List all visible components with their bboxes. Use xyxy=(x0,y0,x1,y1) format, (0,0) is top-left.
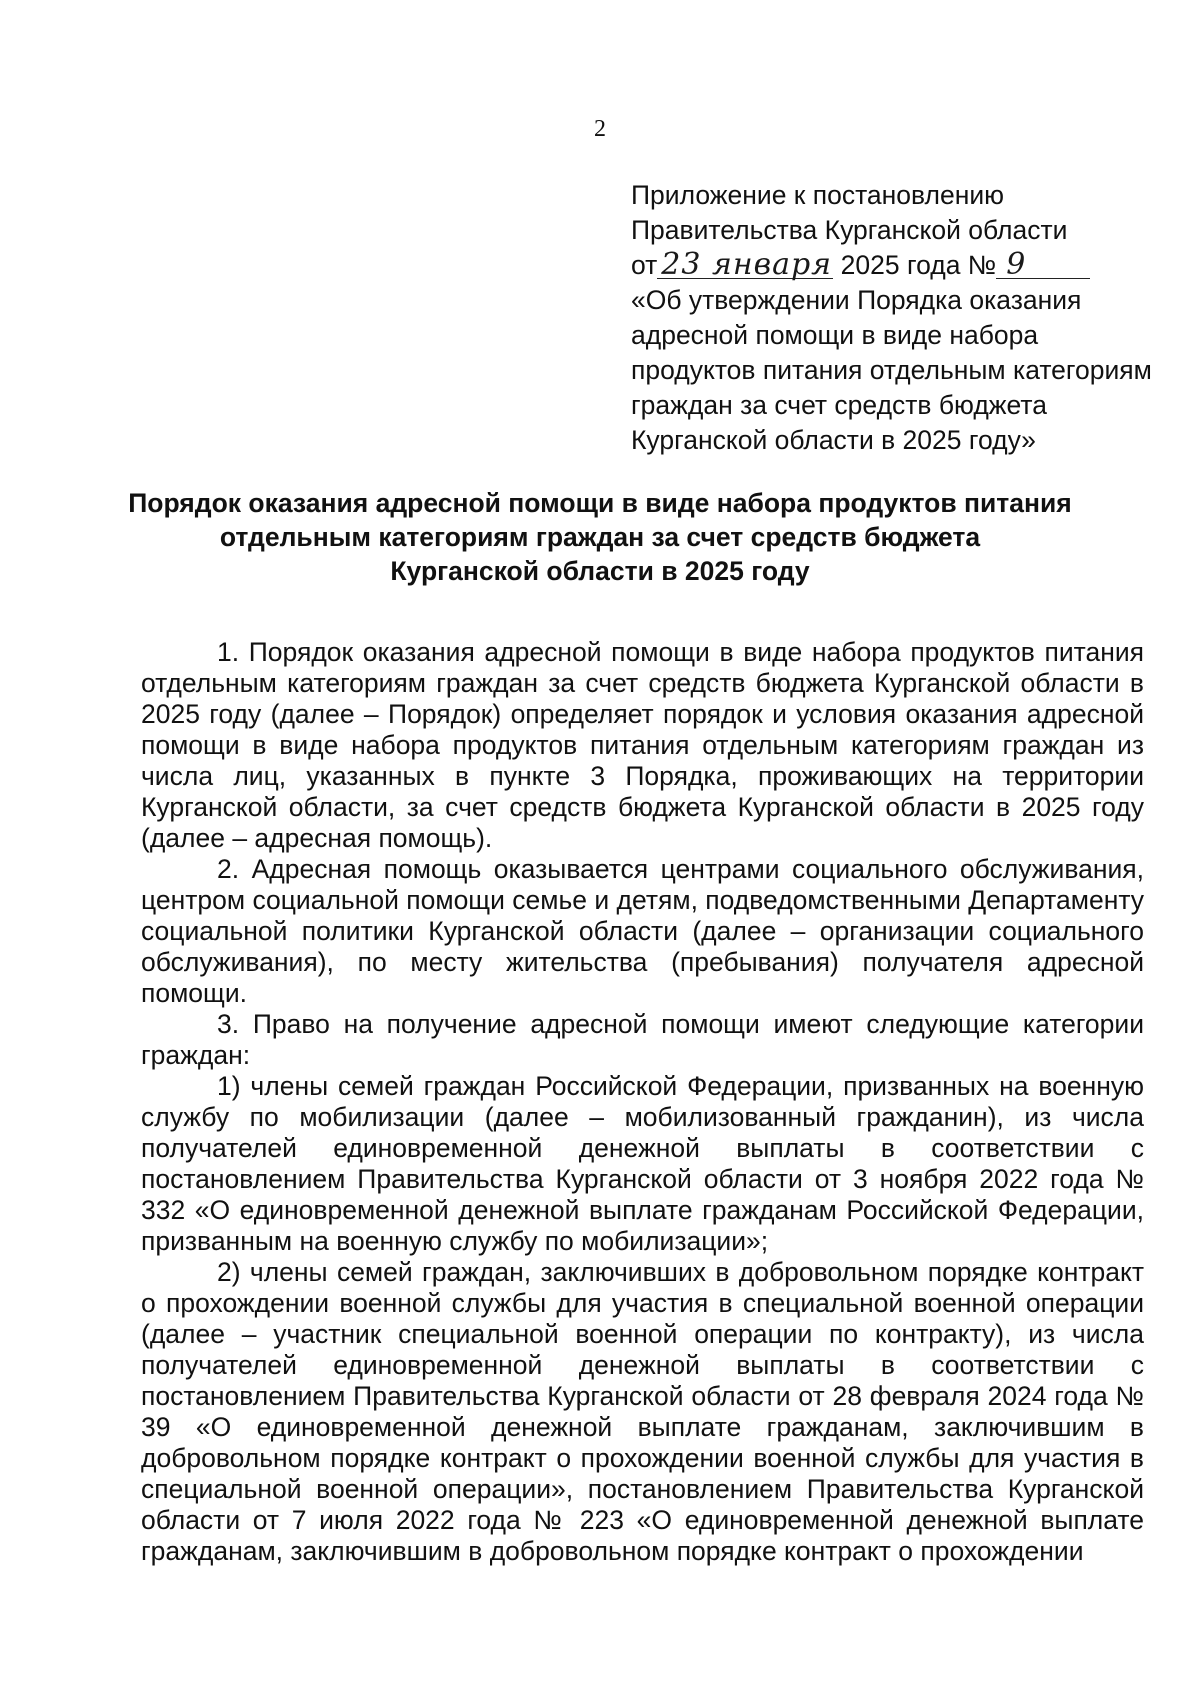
appendix-block xyxy=(631,178,1171,458)
appendix-line: Курганской области в 2025 году» xyxy=(631,425,1036,455)
paragraph-3-1: 1) члены семей граждан Российской Федерации, призванных на военную службу по мобилизации (далее – мобилизованный гражданин), из числа получателей единовременной денежной выплаты в соответствии с постановлением Правительства Курганской области от 3 ноября 2022 года № 332 «О единовременной денежной выплате гражданам Российской Федерации, призванным на военную службу по мобилизации»; xyxy=(141,1071,1144,1256)
handwritten-date: 23 января xyxy=(661,247,833,282)
document-title xyxy=(100,486,1100,588)
date-prefix: от xyxy=(631,250,658,280)
appendix-date-line xyxy=(631,248,1171,283)
document-body xyxy=(141,637,1144,1567)
appendix-line: «Об утверждении Порядка оказания xyxy=(631,285,1082,315)
paragraph-1: 1. Порядок оказания адресной помощи в виде набора продуктов питания отдельным категориям граждан за счет средств бюджета Курганской области в 2025 году (далее – Порядок) определяет порядок и условия оказания адресной помощи в виде набора продуктов питания отдельным категориям граждан из числа лиц, указанных в пункте 3 Порядка, проживающих на территории Курганской области, за счет средств бюджета Курганской области в 2025 году (далее – адресная помощь). xyxy=(141,637,1144,853)
appendix-line: граждан за счет средств бюджета xyxy=(631,390,1047,420)
page-number: 2 xyxy=(594,116,606,142)
appendix-line: Правительства Курганской области xyxy=(631,215,1068,245)
paragraph-3: 3. Право на получение адресной помощи имеют следующие категории граждан: xyxy=(141,1009,1144,1070)
appendix-line: Приложение к постановлению xyxy=(631,180,1005,210)
date-blank xyxy=(657,247,833,282)
title-line: Порядок оказания адресной помощи в виде набора продуктов питания xyxy=(128,488,1072,518)
appendix-line: адресной помощи в виде набора xyxy=(631,320,1039,350)
date-suffix: 2025 года № xyxy=(840,250,997,280)
appendix-line: продуктов питания отдельным категориям xyxy=(631,355,1152,385)
title-line: Курганской области в 2025 году xyxy=(390,556,810,586)
paragraph-3-2: 2) члены семей граждан, заключивших в добровольном порядке контракт о прохождении военной службы для участия в специальной военной операции (далее – участник специальной военной операции по контракту), из числа получателей единовременной денежной выплаты в соответствии с постановлением Правительства Курганской области от 28 февраля 2024 года № 39 «О единовременной денежной выплате гражданам, заключившим в добровольном порядке контракт о прохождении военной службы для участия в специальной военной операции», постановлением Правительства Курганской области от 7 июля 2022 года № 223 «О единовременной денежной выплате гражданам, заключившим в добровольном порядке контракт о прохождении xyxy=(141,1257,1144,1566)
title-line: отдельным категориям граждан за счет средств бюджета xyxy=(219,522,981,552)
handwritten-number: 9 xyxy=(1006,247,1027,282)
number-blank xyxy=(996,247,1090,282)
paragraph-2: 2. Адресная помощь оказывается центрами социального обслуживания, центром социальной помощи семье и детям, подведомственными Департаменту социальной политики Курганской области (далее – организации социального обслуживания), по месту жительства (пребывания) получателя адресной помощи. xyxy=(141,854,1145,1008)
